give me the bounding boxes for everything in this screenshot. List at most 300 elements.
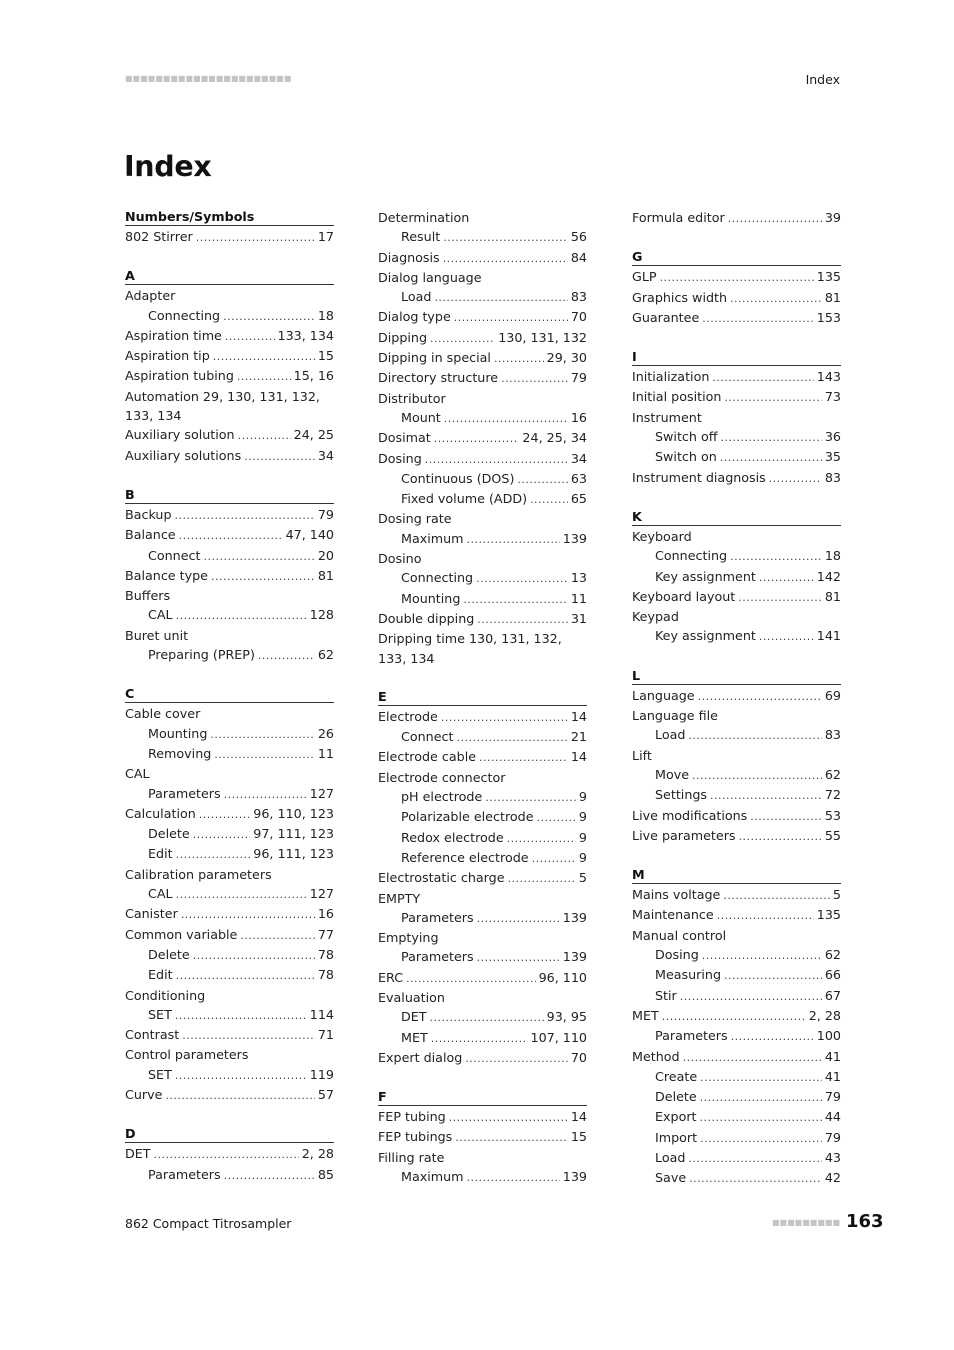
index-page-ref: 62 — [824, 766, 841, 782]
index-entry: Dripping time 130, 131, 132, 133, 134 — [378, 631, 562, 666]
index-entry — [632, 1107, 841, 1127]
dot-leader — [431, 1028, 528, 1048]
index-entry — [378, 727, 587, 747]
index-entry — [125, 1065, 334, 1085]
index-term: 802 Stirrer — [125, 229, 193, 244]
index-entry: Control parameters — [125, 1047, 249, 1063]
index-page-ref: 18 — [317, 307, 334, 323]
index-entry: Keypad — [632, 609, 679, 625]
index-section — [632, 348, 841, 488]
index-entry — [125, 1165, 334, 1185]
index-section — [125, 1125, 334, 1185]
index-term: Export — [655, 1109, 697, 1125]
index-entry: Conditioning — [125, 987, 206, 1003]
dot-leader — [181, 904, 315, 924]
index-entry — [125, 884, 334, 904]
index-entry — [632, 725, 841, 745]
index-term: Dipping in special — [378, 350, 491, 366]
dot-leader — [225, 326, 275, 346]
dot-leader — [176, 884, 307, 904]
index-entry — [632, 468, 841, 488]
index-page-ref: 24, 25, 34 — [522, 430, 587, 446]
index-page-ref: 139 — [562, 530, 587, 546]
index-entry: CAL — [125, 766, 150, 782]
index-entry — [378, 1107, 587, 1127]
dot-leader — [692, 765, 822, 785]
index-entry — [632, 826, 841, 846]
dot-leader — [476, 568, 568, 588]
index-term: Key assignment — [655, 628, 756, 644]
index-term: Calculation — [125, 805, 196, 821]
index-entry — [632, 1087, 841, 1107]
index-page-ref: 55 — [824, 827, 841, 843]
dot-leader — [444, 408, 568, 428]
dot-leader — [176, 605, 307, 625]
index-term: CAL — [148, 886, 173, 902]
dot-leader — [430, 328, 495, 348]
index-section — [632, 508, 841, 647]
index-term: Backup — [125, 506, 172, 522]
index-term: CAL — [148, 607, 173, 623]
index-page-ref: 133, 134 — [277, 327, 334, 343]
index-entry — [378, 428, 587, 448]
dot-leader — [530, 489, 568, 509]
index-term: Create — [655, 1068, 698, 1084]
index-page-ref: 66 — [824, 967, 841, 983]
dot-leader — [213, 346, 315, 366]
index-page-ref: 153 — [816, 309, 841, 325]
index-page-ref: 128 — [309, 607, 334, 623]
index-page-ref: 96, 110 — [538, 969, 587, 985]
index-entry: Distributor — [378, 390, 446, 406]
index-entry — [632, 1067, 841, 1087]
index-entry — [632, 686, 841, 706]
index-page-ref: 5 — [832, 887, 841, 903]
index-entry — [632, 288, 841, 308]
dot-leader — [702, 945, 822, 965]
index-term: DET — [125, 1146, 151, 1162]
index-entry — [125, 945, 334, 965]
dot-leader — [193, 824, 251, 844]
dot-leader — [662, 1006, 806, 1026]
index-page-ref: 5 — [578, 870, 587, 886]
index-page-ref: 79 — [824, 1089, 841, 1105]
index-term: Connecting — [148, 307, 221, 323]
index-entry: Evaluation — [378, 989, 445, 1005]
index-term: Import — [655, 1129, 698, 1145]
dot-leader — [467, 529, 560, 549]
index-entry — [632, 986, 841, 1006]
index-section-heading: E — [378, 688, 587, 706]
dot-leader — [717, 905, 814, 925]
dot-leader — [660, 267, 814, 287]
index-entry — [632, 785, 841, 805]
index-term: Dosing — [655, 947, 699, 963]
index-page-ref: 2, 28 — [808, 1007, 841, 1023]
index-term: Connecting — [655, 548, 728, 564]
index-page-ref: 85 — [317, 1166, 334, 1182]
index-entry — [378, 947, 587, 967]
dot-leader — [154, 1144, 299, 1164]
dot-leader — [165, 1085, 314, 1105]
index-entry — [378, 469, 587, 489]
dot-leader — [731, 1026, 814, 1046]
index-entry: Keyboard — [632, 528, 692, 544]
index-term: Load — [401, 289, 432, 305]
dot-leader — [443, 248, 568, 268]
index-entry — [378, 328, 587, 348]
dot-leader — [430, 1007, 544, 1027]
index-page-ref: 24, 25 — [293, 427, 334, 443]
index-entry — [125, 505, 334, 525]
index-entry: Instrument — [632, 409, 702, 425]
dot-leader — [730, 288, 822, 308]
index-term: Balance type — [125, 567, 208, 583]
index-section-heading: B — [125, 486, 334, 504]
index-section-heading: F — [378, 1088, 587, 1106]
index-entry — [125, 784, 334, 804]
index-entry — [378, 408, 587, 428]
index-entry — [378, 747, 587, 767]
index-column-2 — [378, 208, 587, 1207]
dot-leader — [501, 368, 568, 388]
index-term: Preparing (PREP) — [148, 647, 255, 663]
index-term: Parameters — [401, 949, 474, 965]
index-entry — [378, 449, 587, 469]
index-term: Load — [655, 727, 686, 743]
index-page-ref: 21 — [570, 729, 587, 745]
dot-leader — [724, 965, 822, 985]
index-term: Formula editor — [632, 210, 725, 225]
dot-leader — [698, 686, 822, 706]
index-term: Connecting — [401, 570, 474, 586]
dot-leader — [689, 1168, 822, 1188]
dot-leader — [179, 525, 283, 545]
dot-leader — [700, 1067, 822, 1087]
index-entry — [378, 307, 587, 327]
index-page-ref: 139 — [562, 909, 587, 925]
index-entry — [378, 968, 587, 988]
index-section — [378, 1088, 587, 1187]
dot-leader — [688, 725, 821, 745]
index-page-ref: 16 — [570, 409, 587, 425]
index-page-ref: 73 — [824, 389, 841, 405]
index-entry — [378, 368, 587, 388]
index-entry — [378, 248, 587, 268]
index-page-ref: 69 — [824, 687, 841, 703]
index-entry: Determination — [378, 210, 470, 225]
dot-leader — [730, 546, 822, 566]
index-entry — [632, 945, 841, 965]
index-entry — [378, 489, 587, 509]
index-entry: Cable cover — [125, 706, 201, 722]
index-term: Delete — [655, 1089, 697, 1105]
index-entry — [632, 308, 841, 328]
index-term: Save — [655, 1170, 687, 1186]
index-section-heading: K — [632, 508, 841, 526]
index-page-ref: 77 — [317, 926, 334, 942]
index-entry: Adapter — [125, 288, 176, 304]
index-entry: Manual control — [632, 927, 727, 943]
index-entry — [632, 567, 841, 587]
index-term: Auxiliary solutions — [125, 447, 242, 463]
index-entry — [378, 1028, 587, 1048]
index-term: Initial position — [632, 389, 722, 405]
index-page-ref: 36 — [824, 429, 841, 445]
index-entry — [125, 645, 334, 665]
dot-leader — [214, 744, 315, 764]
index-page-ref: 42 — [824, 1170, 841, 1186]
index-page-ref: 41 — [824, 1048, 841, 1064]
index-term: Maintenance — [632, 907, 714, 923]
index-page-ref: 44 — [824, 1109, 841, 1125]
index-term: Dosing — [378, 450, 422, 466]
dot-leader — [507, 828, 576, 848]
index-entry — [125, 1144, 334, 1164]
index-entry — [378, 707, 587, 727]
dot-leader — [449, 1107, 568, 1127]
dot-leader — [723, 885, 830, 905]
dot-leader — [479, 747, 568, 767]
index-section-heading: A — [125, 267, 334, 285]
index-term: Load — [655, 1149, 686, 1165]
index-entry — [632, 885, 841, 905]
dot-leader — [199, 804, 251, 824]
page-number: 163 — [846, 1211, 884, 1232]
dot-leader — [443, 227, 568, 247]
dot-leader — [176, 844, 251, 864]
index-term: Initialization — [632, 369, 710, 385]
index-page-ref: 35 — [824, 449, 841, 465]
index-entry — [125, 306, 334, 326]
dot-leader — [224, 1165, 315, 1185]
index-term: Live parameters — [632, 827, 736, 843]
index-term: Guarantee — [632, 309, 700, 325]
index-page-ref: 9 — [578, 809, 587, 825]
dot-leader — [712, 367, 813, 387]
index-entry — [125, 227, 334, 247]
index-page-ref: 56 — [570, 229, 587, 245]
index-term: Keyboard layout — [632, 588, 736, 604]
index-term: Edit — [148, 846, 173, 862]
index-page-ref: 11 — [570, 590, 587, 606]
index-entry — [378, 868, 587, 888]
footer-decoration: ■■■■■■■■■ — [772, 1218, 841, 1227]
index-term: Switch off — [655, 429, 718, 445]
index-term: Contrast — [125, 1027, 180, 1043]
index-term: Key assignment — [655, 568, 756, 584]
index-term: DET — [401, 1009, 427, 1025]
index-entry — [125, 346, 334, 366]
dot-leader — [769, 468, 822, 488]
header-section-label: Index — [805, 72, 840, 87]
index-entry — [125, 425, 334, 445]
dot-leader — [456, 727, 567, 747]
index-page-ref: 34 — [570, 450, 587, 466]
index-entry — [378, 529, 587, 549]
index-entry — [632, 1168, 841, 1188]
index-section — [378, 208, 587, 668]
index-page-ref: 96, 110, 123 — [253, 805, 334, 821]
index-page-ref: 16 — [317, 906, 334, 922]
index-entry: Dosino — [378, 551, 422, 567]
index-term: Dialog type — [378, 309, 451, 325]
index-term: SET — [148, 1006, 172, 1022]
index-term: Mount — [401, 409, 441, 425]
index-entry — [378, 568, 587, 588]
index-page-ref: 83 — [570, 289, 587, 305]
index-entry — [378, 787, 587, 807]
index-entry — [125, 446, 334, 466]
dot-leader — [203, 546, 314, 566]
index-entry: Filling rate — [378, 1149, 445, 1165]
index-entry — [632, 267, 841, 287]
index-page-ref: 70 — [570, 309, 587, 325]
index-page-ref: 65 — [570, 491, 587, 507]
index-page-ref: 15, 16 — [293, 368, 334, 384]
index-term: Instrument diagnosis — [632, 469, 766, 485]
dot-leader — [700, 1107, 822, 1127]
index-section — [632, 208, 841, 228]
index-page-ref: 81 — [824, 588, 841, 604]
dot-leader — [477, 609, 568, 629]
index-term: Delete — [148, 946, 190, 962]
dot-leader — [240, 925, 314, 945]
dot-leader — [441, 707, 568, 727]
index-page-ref: 9 — [578, 849, 587, 865]
index-term: Measuring — [655, 967, 722, 983]
dot-leader — [467, 1167, 560, 1187]
index-section-heading: M — [632, 866, 841, 884]
dot-leader — [454, 307, 568, 327]
index-section — [632, 248, 841, 328]
index-page-ref: 43 — [824, 1149, 841, 1165]
dot-leader — [724, 387, 821, 407]
index-entry — [378, 348, 587, 368]
index-term: Dipping — [378, 329, 428, 345]
index-section — [125, 267, 334, 466]
dot-leader — [485, 787, 576, 807]
index-section-heading: Numbers/Symbols — [125, 208, 334, 226]
footer-product-name: 862 Compact Titrosampler — [125, 1216, 292, 1231]
index-term: FEP tubings — [378, 1129, 453, 1145]
dot-leader — [700, 1128, 822, 1148]
index-term: Mains voltage — [632, 887, 721, 903]
index-page-ref: 78 — [317, 967, 334, 983]
index-page-ref: 83 — [824, 469, 841, 485]
index-term: Electrode cable — [378, 749, 477, 765]
index-entry — [125, 1085, 334, 1105]
dot-leader — [455, 1127, 568, 1147]
dot-leader — [477, 947, 560, 967]
index-page-ref: 39 — [824, 210, 841, 225]
index-page-ref: 119 — [309, 1066, 334, 1082]
index-entry — [378, 848, 587, 868]
index-page-ref: 53 — [824, 807, 841, 823]
dot-leader — [517, 469, 567, 489]
index-term: ERC — [378, 969, 404, 985]
index-entry: Calibration parameters — [125, 866, 272, 882]
dot-leader — [680, 986, 822, 1006]
index-page-ref: 84 — [570, 249, 587, 265]
index-entry — [632, 1128, 841, 1148]
index-entry — [378, 1127, 587, 1147]
dot-leader — [494, 348, 544, 368]
index-section — [125, 486, 334, 665]
index-entry — [125, 824, 334, 844]
dot-leader — [223, 306, 315, 326]
dot-leader — [720, 427, 821, 447]
dot-leader — [175, 1065, 307, 1085]
index-page-ref: 41 — [824, 1068, 841, 1084]
dot-leader — [759, 567, 814, 587]
index-term: Settings — [655, 787, 708, 803]
index-page-ref: 127 — [309, 886, 334, 902]
index-section — [632, 667, 841, 846]
index-page-ref: 18 — [824, 548, 841, 564]
dot-leader — [728, 208, 822, 228]
index-entry — [378, 1007, 587, 1027]
index-term: Mounting — [401, 590, 461, 606]
index-page-ref: 29, 30 — [546, 350, 587, 366]
index-entry — [632, 1006, 841, 1026]
index-term: Result — [401, 229, 441, 245]
dot-leader — [237, 366, 291, 386]
index-page-ref: 20 — [317, 547, 334, 563]
dot-leader — [710, 785, 822, 805]
index-page-ref: 71 — [317, 1027, 334, 1043]
index-page-ref: 63 — [570, 470, 587, 486]
index-page-ref: 62 — [824, 947, 841, 963]
dot-leader — [739, 826, 822, 846]
index-page-ref: 14 — [570, 708, 587, 724]
index-entry — [378, 908, 587, 928]
index-term: pH electrode — [401, 789, 483, 805]
index-entry — [125, 844, 334, 864]
page-title: Index — [124, 150, 212, 183]
index-entry — [125, 366, 334, 386]
index-entry — [378, 609, 587, 629]
dot-leader — [182, 1025, 315, 1045]
index-term: Double dipping — [378, 610, 475, 626]
index-entry — [632, 1148, 841, 1168]
index-page-ref: 127 — [309, 785, 334, 801]
dot-leader — [425, 449, 568, 469]
index-term: Maximum — [401, 1169, 464, 1185]
index-section-heading: L — [632, 667, 841, 685]
index-section-heading: D — [125, 1125, 334, 1143]
index-entry — [125, 925, 334, 945]
index-term: Continuous (DOS) — [401, 470, 515, 486]
dot-leader — [759, 626, 814, 646]
dot-leader — [465, 1048, 568, 1068]
index-entry — [632, 447, 841, 467]
index-term: Mounting — [148, 725, 208, 741]
dot-leader — [238, 425, 291, 445]
index-term: Balance — [125, 527, 176, 543]
index-page-ref: 81 — [317, 567, 334, 583]
index-page-ref: 62 — [317, 647, 334, 663]
index-term: Electrode — [378, 708, 438, 724]
index-entry: EMPTY — [378, 890, 421, 906]
dot-leader — [175, 1005, 307, 1025]
index-page-ref: 142 — [816, 568, 841, 584]
index-page-ref: 97, 111, 123 — [253, 826, 334, 842]
index-term: Diagnosis — [378, 249, 440, 265]
index-entry — [378, 807, 587, 827]
index-entry: Dialog language — [378, 269, 482, 285]
index-entry — [125, 525, 334, 545]
